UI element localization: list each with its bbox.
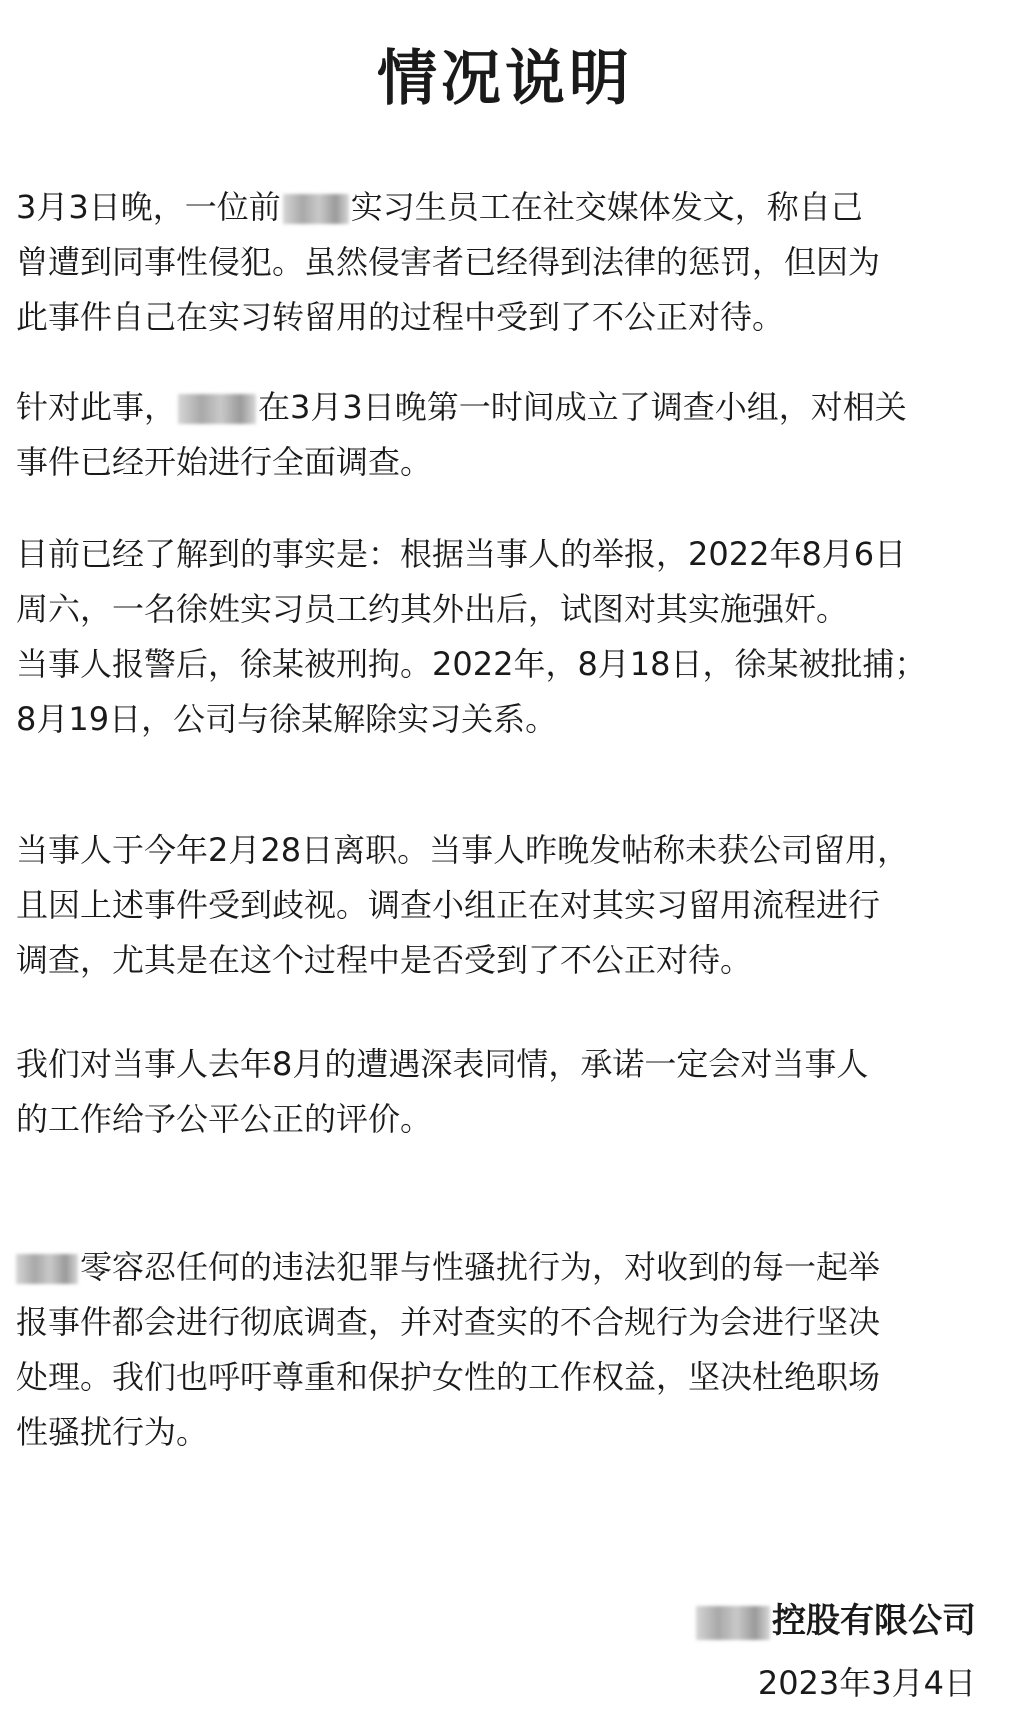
paragraph-4 — [16, 823, 1006, 988]
paragraph-4-line-1: 当事人于今年2月28日离职。当事人昨晚发帖称未获公司留用， — [16, 831, 910, 869]
page-title: 情况说明 — [377, 44, 633, 114]
redacted-name — [178, 394, 256, 424]
paragraph-1-line-3: 此事件自己在实习转留用的过程中受到了不公正对待。 — [16, 298, 785, 336]
paragraph-5-line-1: 我们对当事人去年8月的遭遇深表同情，承诺一定会对当事人 — [16, 1045, 869, 1083]
paragraph-3-line-3: 当事人报警后，徐某被刑拘。2022年，8月18日，徐某被批捕； — [16, 645, 927, 683]
paragraph-3-line-4: 8月19日，公司与徐某解除实习关系。 — [16, 700, 558, 738]
paragraph-3-line-2: 周六，一名徐姓实习员工约其外出后，试图对其实施强奸。 — [16, 590, 849, 628]
paragraph-3-line-1: 目前已经了解到的事实是：根据当事人的举报，2022年8月6日 — [16, 535, 907, 573]
text-fragment: 在3月3日晚第一时间成立了调查小组，对相关 — [258, 388, 907, 426]
paragraph-6-line-1 — [16, 1240, 1006, 1295]
redacted-name — [16, 1254, 78, 1284]
paragraph-2-line-2: 事件已经开始进行全面调查。 — [16, 443, 433, 481]
paragraph-4-line-2: 且因上述事件受到歧视。调查小组正在对其实习留用流程进行 — [16, 886, 881, 924]
paragraph-6-line-2: 报事件都会进行彻底调查，并对查实的不合规行为会进行坚决 — [16, 1303, 881, 1341]
paragraph-6-line-3: 处理。我们也呼吁尊重和保护女性的工作权益，坚决杜绝职场 — [16, 1358, 881, 1396]
paragraph-5 — [16, 1037, 1006, 1147]
signature-date: 2023年3月4日 — [757, 1664, 976, 1702]
redacted-name — [283, 194, 349, 224]
paragraph-2 — [16, 380, 1006, 490]
paragraph-6-line-4: 性骚扰行为。 — [16, 1413, 209, 1451]
text-fragment: 针对此事， — [16, 388, 177, 426]
paragraph-1-line-1 — [16, 180, 1006, 235]
paragraph-1 — [16, 180, 1006, 345]
paragraph-5-line-2: 的工作给予公平公正的评价。 — [16, 1100, 433, 1138]
signature-org-name: 控股有限公司 — [772, 1601, 976, 1641]
text-fragment: 3月3日晚，一位前 — [16, 188, 281, 226]
paragraph-1-line-2: 曾遭到同事性侵犯。虽然侵害者已经得到法律的惩罚，但因为 — [16, 243, 881, 281]
redacted-name — [696, 1606, 770, 1640]
paragraph-3 — [16, 527, 1006, 747]
paragraph-6 — [16, 1240, 1006, 1460]
paragraph-2-line-1 — [16, 380, 1006, 435]
paragraph-4-line-3: 调查，尤其是在这个过程中是否受到了不公正对待。 — [16, 941, 753, 979]
signature-organization — [694, 1596, 976, 1646]
text-fragment: 实习生员工在社交媒体发文，称自己 — [350, 188, 863, 226]
text-fragment: 零容忍任何的违法犯罪与性骚扰行为，对收到的每一起举 — [80, 1248, 881, 1286]
